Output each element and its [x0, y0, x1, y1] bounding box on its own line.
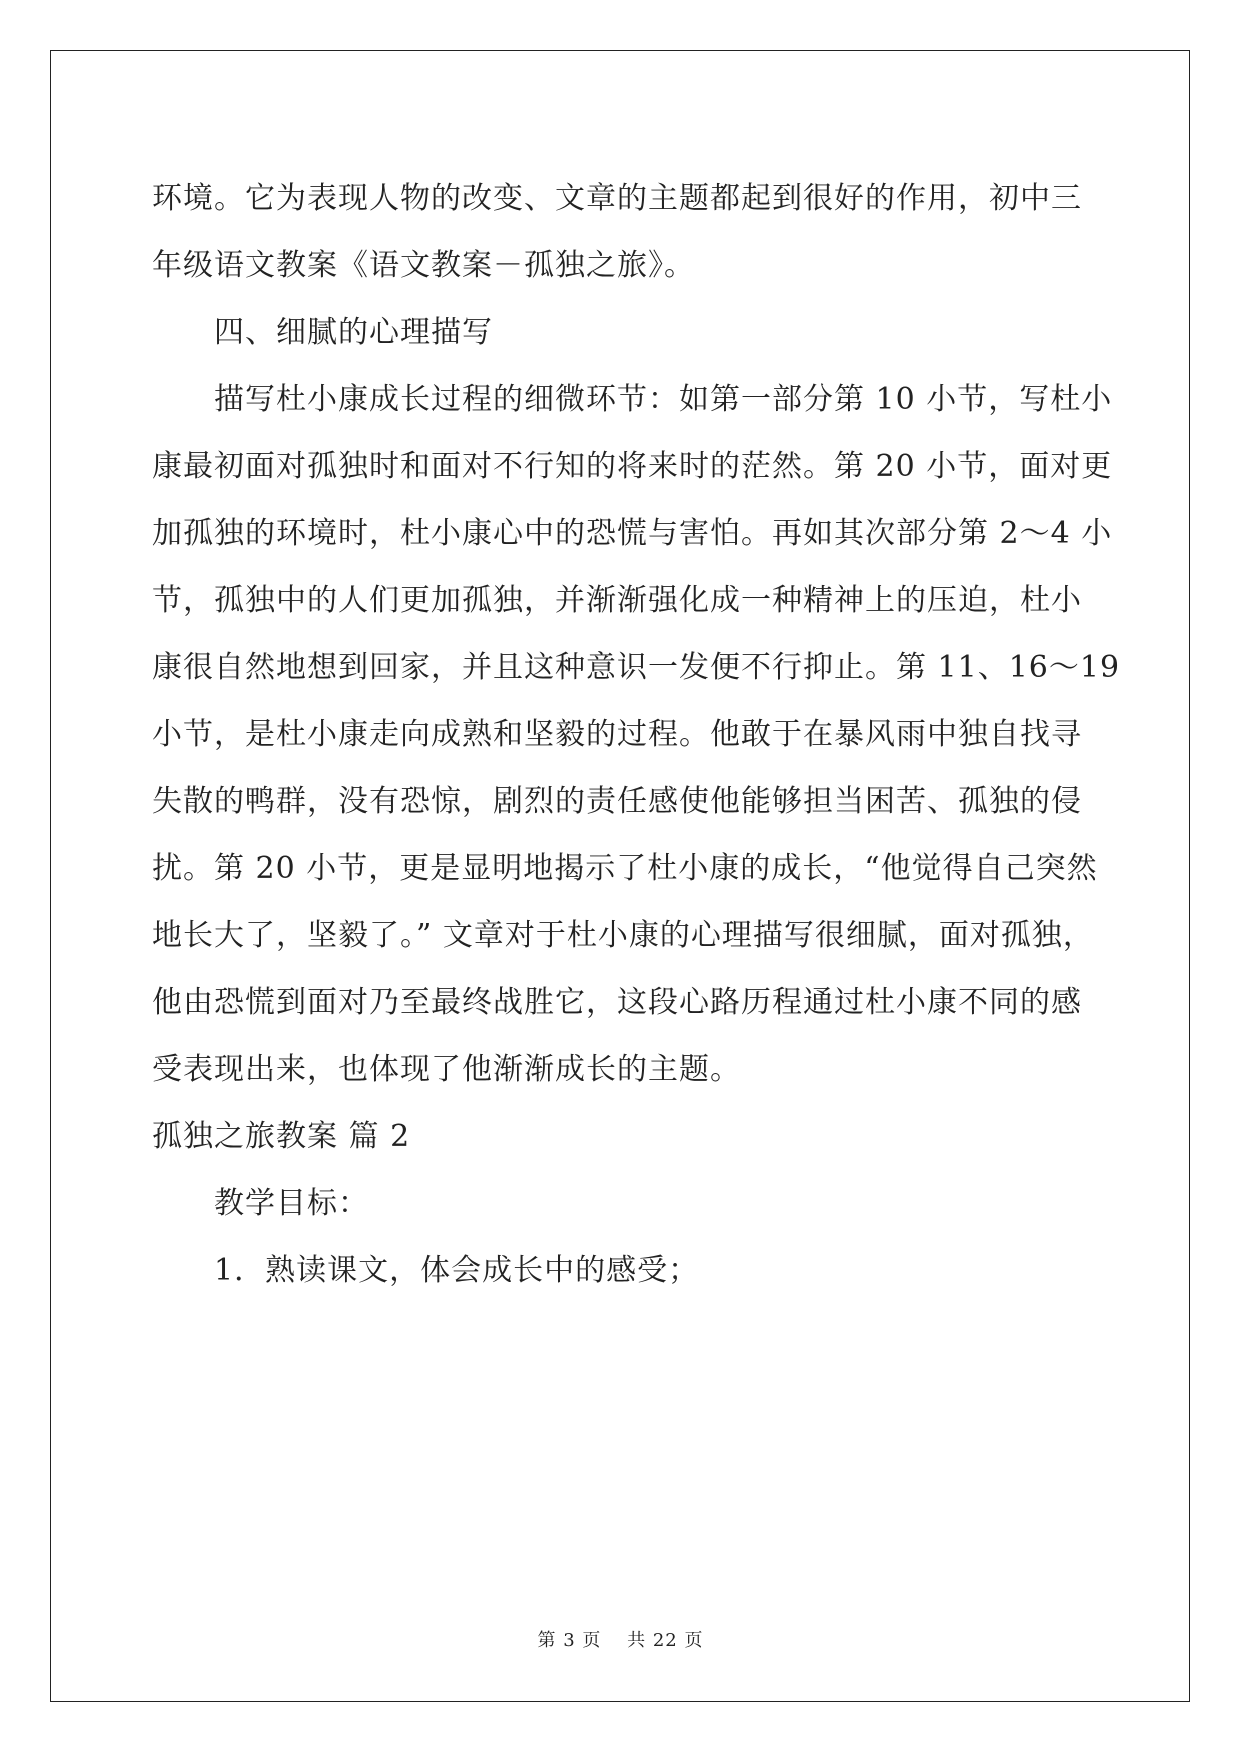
- text-line: 失散的鸭群，没有恐惊，剧烈的责任感使他能够担当困苦、孤独的侵: [152, 784, 1082, 819]
- text-line: 他由恐慌到面对乃至最终战胜它，这段心路历程通过杜小康不同的感: [152, 985, 1082, 1020]
- text-line: 描写杜小康成长过程的细微环节：如第一部分第 10 小节，写杜小: [152, 382, 1113, 417]
- text-line: 节，孤独中的人们更加孤独，并渐渐强化成一种精神上的压迫，杜小: [152, 583, 1082, 618]
- text-line: 环境。它为表现人物的改变、文章的主题都起到很好的作用，初中三: [152, 181, 1082, 216]
- page-number: 第 3 页 共 22 页: [537, 1630, 704, 1651]
- text-line: 受表现出来，也体现了他渐渐成长的主题。: [152, 1052, 741, 1087]
- article-title: 孤独之旅教案 篇 2: [152, 1119, 411, 1154]
- document-body: [152, 165, 1121, 1304]
- text-line: 地长大了，坚毅了。” 文章对于杜小康的心理描写很细腻，面对孤独，: [152, 918, 1094, 953]
- text-line: 扰。第 20 小节，更是显明地揭示了杜小康的成长，“他觉得自己突然: [152, 851, 1098, 886]
- text-line: 小节，是杜小康走向成熟和坚毅的过程。他敢于在暴风雨中独自找寻: [152, 717, 1082, 752]
- text-line: 康最初面对孤独时和面对不行知的将来时的茫然。第 20 小节，面对更: [152, 449, 1113, 484]
- section-heading: 四、细腻的心理描写: [152, 315, 493, 350]
- text-line: 康很自然地想到回家，并且这种意识一发便不行抑止。第 11、16～19: [152, 650, 1121, 685]
- text-line: 加孤独的环境时，杜小康心中的恐慌与害怕。再如其次部分第 2～4 小: [152, 516, 1113, 551]
- list-item: 1．熟读课文，体会成长中的感受；: [152, 1253, 700, 1288]
- text-line: 年级语文教案《语文教案－孤独之旅》。: [152, 248, 695, 283]
- section-heading: 教学目标：: [152, 1186, 369, 1221]
